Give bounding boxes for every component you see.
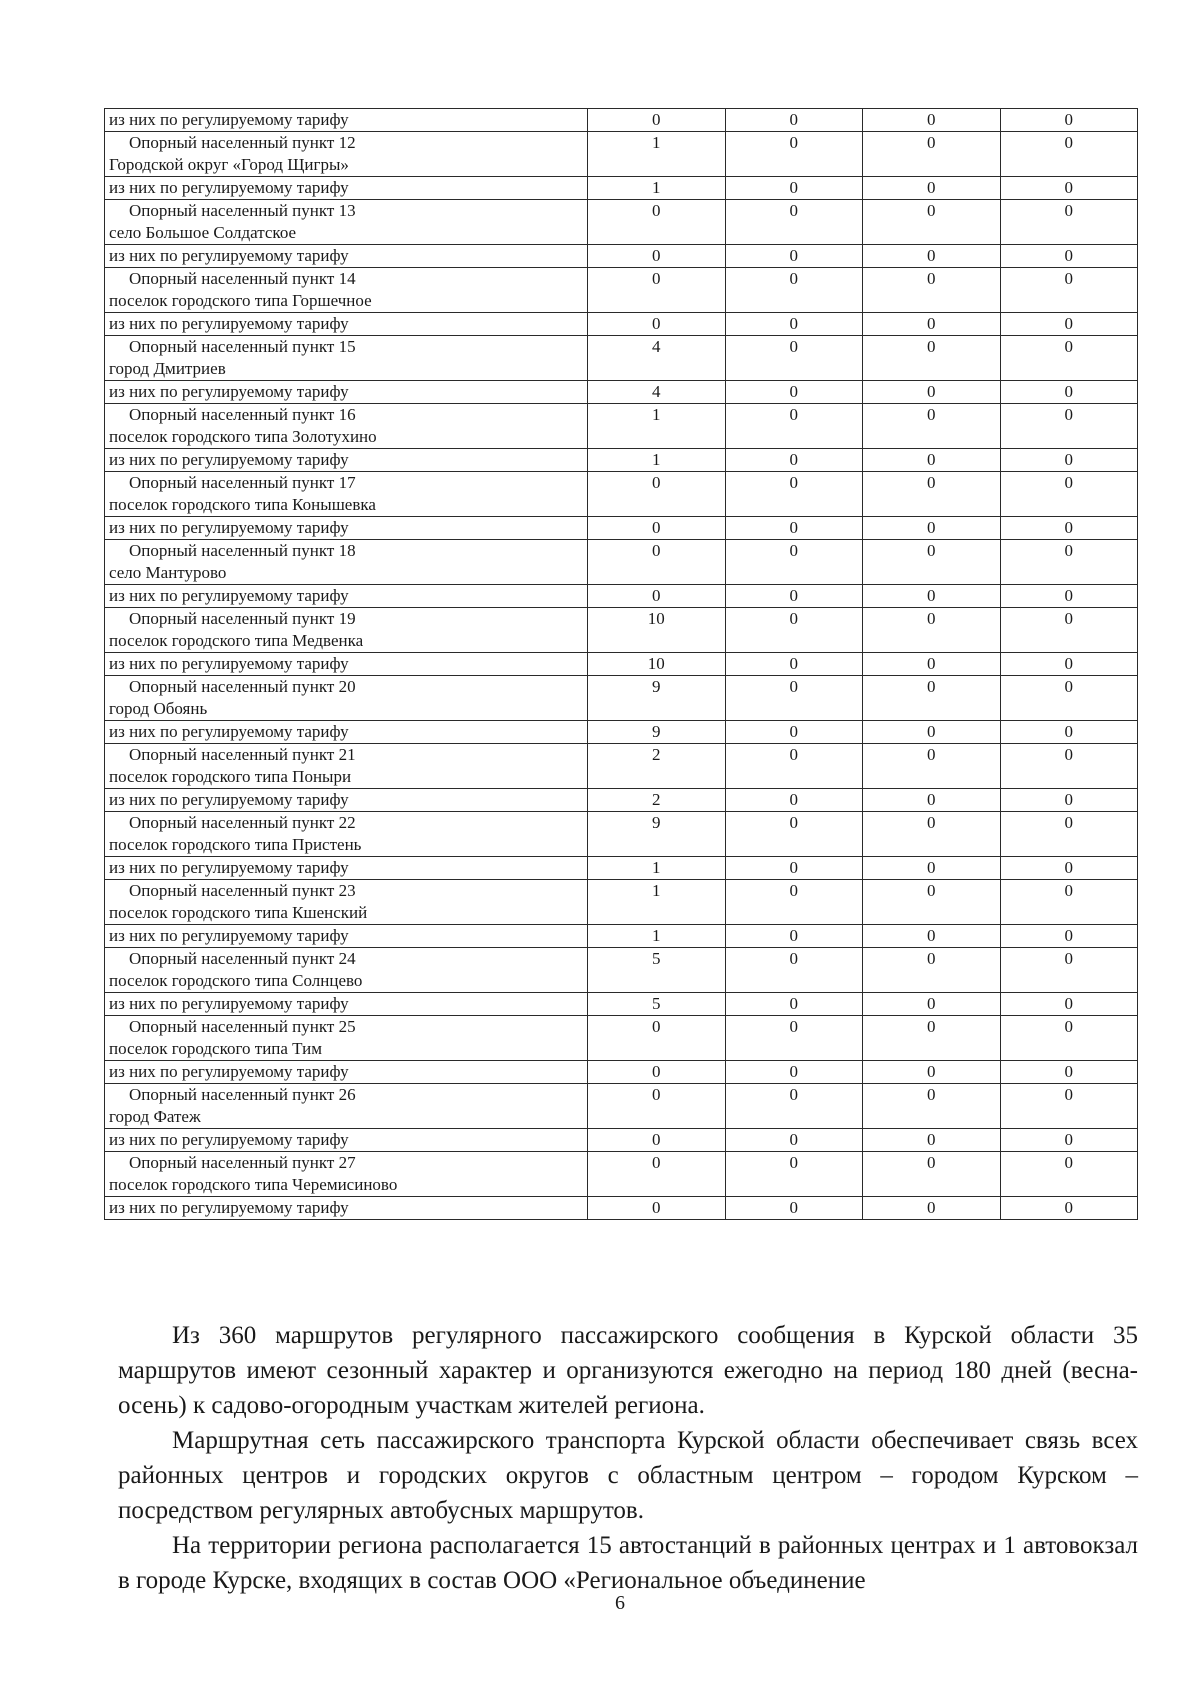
table-row-settlement <box>105 540 1138 585</box>
row-label-cell <box>105 1129 588 1152</box>
value-cell: 0 <box>863 449 1001 472</box>
value-cell: 0 <box>725 721 863 744</box>
row-label-cell <box>105 404 588 449</box>
value-cell: 0 <box>725 653 863 676</box>
settlement-place: поселок городского типа Солнцево <box>109 971 363 990</box>
regulated-tariff-label: из них по регулируемому тарифу <box>109 382 349 401</box>
paragraph: На территории региона располагается 15 автостанций в районных центрах и 1 автовокзал в городе Курске, входящих в состав ООО «Региональное объединение <box>118 1532 1138 1594</box>
row-label-cell <box>105 200 588 245</box>
regulated-tariff-label: из них по регулируемому тарифу <box>109 314 349 333</box>
row-label-cell <box>105 812 588 857</box>
value-cell: 0 <box>863 1152 1001 1197</box>
settlement-place: поселок городского типа Конышевка <box>109 495 376 514</box>
table-row-settlement <box>105 268 1138 313</box>
value-cell: 0 <box>725 245 863 268</box>
value-cell: 0 <box>1000 268 1138 313</box>
settlement-label: Опорный населенный пункт 26 <box>129 1085 356 1104</box>
regulated-tariff-label: из них по регулируемому тарифу <box>109 1062 349 1081</box>
settlement-label: Опорный населенный пункт 15 <box>129 337 356 356</box>
value-cell: 0 <box>863 381 1001 404</box>
settlement-place: поселок городского типа Кшенский <box>109 903 368 922</box>
value-cell: 0 <box>725 313 863 336</box>
value-cell: 1 <box>588 177 726 200</box>
settlement-label: Опорный населенный пункт 24 <box>129 949 356 968</box>
value-cell: 0 <box>863 517 1001 540</box>
row-label-cell <box>105 608 588 653</box>
table-row-regulated-tariff <box>105 925 1138 948</box>
value-cell: 0 <box>863 812 1001 857</box>
table-row-settlement <box>105 1016 1138 1061</box>
value-cell: 0 <box>725 608 863 653</box>
value-cell: 0 <box>863 993 1001 1016</box>
value-cell: 0 <box>1000 313 1138 336</box>
value-cell: 0 <box>588 1197 726 1220</box>
settlement-label: Опорный населенный пункт 27 <box>129 1153 356 1172</box>
value-cell: 0 <box>863 608 1001 653</box>
regulated-tariff-label: из них по регулируемому тарифу <box>109 1130 349 1149</box>
value-cell: 0 <box>725 857 863 880</box>
settlement-label: Опорный населенный пункт 18 <box>129 541 356 560</box>
settlement-label: Опорный населенный пункт 16 <box>129 405 356 424</box>
value-cell: 0 <box>1000 993 1138 1016</box>
value-cell: 0 <box>1000 1152 1138 1197</box>
value-cell: 5 <box>588 993 726 1016</box>
value-cell: 0 <box>725 1152 863 1197</box>
settlement-label: Опорный населенный пункт 14 <box>129 269 356 288</box>
value-cell: 0 <box>725 132 863 177</box>
value-cell: 4 <box>588 381 726 404</box>
regulated-tariff-label: из них по регулируемому тарифу <box>109 246 349 265</box>
table-row-regulated-tariff <box>105 993 1138 1016</box>
value-cell: 9 <box>588 812 726 857</box>
table-row-regulated-tariff <box>105 517 1138 540</box>
settlement-place: поселок городского типа Поныри <box>109 767 352 786</box>
regulated-tariff-label: из них по регулируемому тарифу <box>109 858 349 877</box>
value-cell: 0 <box>725 540 863 585</box>
value-cell: 0 <box>588 1152 726 1197</box>
value-cell: 0 <box>1000 608 1138 653</box>
value-cell: 0 <box>1000 449 1138 472</box>
value-cell: 0 <box>725 676 863 721</box>
row-label-cell <box>105 857 588 880</box>
value-cell: 0 <box>588 313 726 336</box>
routes-table-body <box>105 109 1138 1220</box>
value-cell: 0 <box>863 880 1001 925</box>
value-cell: 0 <box>863 857 1001 880</box>
value-cell: 0 <box>863 1016 1001 1061</box>
value-cell: 0 <box>1000 245 1138 268</box>
value-cell: 0 <box>1000 857 1138 880</box>
table-row-settlement <box>105 676 1138 721</box>
value-cell: 0 <box>588 268 726 313</box>
value-cell: 0 <box>1000 1084 1138 1129</box>
table-row-regulated-tariff <box>105 653 1138 676</box>
value-cell: 0 <box>863 721 1001 744</box>
regulated-tariff-label: из них по регулируемому тарифу <box>109 110 349 129</box>
value-cell: 0 <box>725 880 863 925</box>
row-label-cell <box>105 177 588 200</box>
regulated-tariff-label: из них по регулируемому тарифу <box>109 586 349 605</box>
value-cell: 2 <box>588 789 726 812</box>
table-row-settlement <box>105 812 1138 857</box>
row-label-cell <box>105 585 588 608</box>
table-row-settlement <box>105 132 1138 177</box>
row-label-cell <box>105 993 588 1016</box>
table-row-regulated-tariff <box>105 789 1138 812</box>
value-cell: 0 <box>588 1061 726 1084</box>
value-cell: 0 <box>588 200 726 245</box>
value-cell: 0 <box>725 744 863 789</box>
value-cell: 0 <box>1000 517 1138 540</box>
table-row-regulated-tariff <box>105 1197 1138 1220</box>
row-label-cell <box>105 1084 588 1129</box>
table-row-regulated-tariff <box>105 449 1138 472</box>
value-cell: 0 <box>1000 744 1138 789</box>
value-cell: 0 <box>588 1084 726 1129</box>
table-row-settlement <box>105 1084 1138 1129</box>
value-cell: 10 <box>588 608 726 653</box>
row-label-cell <box>105 109 588 132</box>
value-cell: 0 <box>863 948 1001 993</box>
row-label-cell <box>105 472 588 517</box>
value-cell: 0 <box>863 313 1001 336</box>
value-cell: 0 <box>588 472 726 517</box>
table-row-regulated-tariff <box>105 245 1138 268</box>
value-cell: 0 <box>725 200 863 245</box>
row-label-cell <box>105 336 588 381</box>
value-cell: 5 <box>588 948 726 993</box>
table-row-settlement <box>105 472 1138 517</box>
table-row-settlement <box>105 200 1138 245</box>
settlement-place: поселок городского типа Золотухино <box>109 427 377 446</box>
value-cell: 1 <box>588 857 726 880</box>
value-cell: 0 <box>863 268 1001 313</box>
value-cell: 0 <box>588 1129 726 1152</box>
value-cell: 0 <box>863 1084 1001 1129</box>
value-cell: 0 <box>725 268 863 313</box>
value-cell: 0 <box>725 1129 863 1152</box>
settlement-place: поселок городского типа Медвенка <box>109 631 364 650</box>
value-cell: 0 <box>725 948 863 993</box>
value-cell: 0 <box>863 132 1001 177</box>
settlement-place: Городской округ «Город Щигры» <box>109 155 349 174</box>
table-row-regulated-tariff <box>105 585 1138 608</box>
value-cell: 0 <box>725 336 863 381</box>
value-cell: 0 <box>725 1084 863 1129</box>
settlement-label: Опорный населенный пункт 25 <box>129 1017 356 1036</box>
value-cell: 0 <box>588 585 726 608</box>
value-cell: 0 <box>1000 132 1138 177</box>
value-cell: 0 <box>1000 404 1138 449</box>
settlement-label: Опорный населенный пункт 21 <box>129 745 356 764</box>
table-row-regulated-tariff <box>105 857 1138 880</box>
value-cell: 0 <box>1000 1016 1138 1061</box>
value-cell: 0 <box>863 404 1001 449</box>
settlement-place: село Большое Солдатское <box>109 223 297 242</box>
value-cell: 0 <box>1000 925 1138 948</box>
row-label-cell <box>105 449 588 472</box>
value-cell: 0 <box>863 585 1001 608</box>
value-cell: 0 <box>1000 585 1138 608</box>
value-cell: 0 <box>588 1016 726 1061</box>
settlement-label: Опорный населенный пункт 19 <box>129 609 356 628</box>
value-cell: 0 <box>588 109 726 132</box>
value-cell: 0 <box>725 109 863 132</box>
settlement-place: поселок городского типа Тим <box>109 1039 322 1058</box>
value-cell: 0 <box>863 177 1001 200</box>
value-cell: 1 <box>588 449 726 472</box>
value-cell: 0 <box>863 653 1001 676</box>
value-cell: 0 <box>725 993 863 1016</box>
value-cell: 0 <box>725 449 863 472</box>
value-cell: 0 <box>863 540 1001 585</box>
table-row-settlement <box>105 608 1138 653</box>
settlement-place: город Обоянь <box>109 699 208 718</box>
value-cell: 0 <box>863 336 1001 381</box>
table-row-settlement <box>105 744 1138 789</box>
value-cell: 0 <box>1000 177 1138 200</box>
value-cell: 0 <box>725 812 863 857</box>
row-label-cell <box>105 721 588 744</box>
value-cell: 0 <box>863 109 1001 132</box>
value-cell: 1 <box>588 132 726 177</box>
table-row-regulated-tariff <box>105 1129 1138 1152</box>
table-row-regulated-tariff <box>105 1061 1138 1084</box>
row-label-cell <box>105 880 588 925</box>
regulated-tariff-label: из них по регулируемому тарифу <box>109 722 349 741</box>
table-row-settlement <box>105 1152 1138 1197</box>
value-cell: 9 <box>588 676 726 721</box>
row-label-cell <box>105 653 588 676</box>
value-cell: 0 <box>863 200 1001 245</box>
settlement-label: Опорный населенный пункт 22 <box>129 813 356 832</box>
settlement-label: Опорный населенный пункт 23 <box>129 881 356 900</box>
table-row-settlement <box>105 948 1138 993</box>
value-cell: 0 <box>863 1129 1001 1152</box>
row-label-cell <box>105 268 588 313</box>
value-cell: 0 <box>725 517 863 540</box>
settlement-label: Опорный населенный пункт 20 <box>129 677 356 696</box>
value-cell: 0 <box>863 925 1001 948</box>
regulated-tariff-label: из них по регулируемому тарифу <box>109 1198 349 1217</box>
value-cell: 2 <box>588 744 726 789</box>
value-cell: 0 <box>725 1197 863 1220</box>
row-label-cell <box>105 925 588 948</box>
row-label-cell <box>105 132 588 177</box>
regulated-tariff-label: из них по регулируемому тарифу <box>109 654 349 673</box>
value-cell: 0 <box>1000 472 1138 517</box>
value-cell: 0 <box>1000 381 1138 404</box>
value-cell: 0 <box>1000 948 1138 993</box>
value-cell: 0 <box>1000 653 1138 676</box>
value-cell: 10 <box>588 653 726 676</box>
value-cell: 0 <box>725 177 863 200</box>
value-cell: 4 <box>588 336 726 381</box>
regulated-tariff-label: из них по регулируемому тарифу <box>109 994 349 1013</box>
settlement-place: город Фатеж <box>109 1107 201 1126</box>
regulated-tariff-label: из них по регулируемому тарифу <box>109 518 349 537</box>
value-cell: 0 <box>1000 721 1138 744</box>
table-row-settlement <box>105 336 1138 381</box>
regulated-tariff-label: из них по регулируемому тарифу <box>109 790 349 809</box>
regulated-tariff-label: из них по регулируемому тарифу <box>109 178 349 197</box>
value-cell: 0 <box>588 245 726 268</box>
value-cell: 0 <box>725 925 863 948</box>
value-cell: 0 <box>863 245 1001 268</box>
value-cell: 1 <box>588 880 726 925</box>
settlement-place: село Мантурово <box>109 563 227 582</box>
row-label-cell <box>105 381 588 404</box>
row-label-cell <box>105 540 588 585</box>
page-number: 6 <box>615 1592 625 1614</box>
table-row-regulated-tariff <box>105 109 1138 132</box>
settlement-label: Опорный населенный пункт 17 <box>129 473 356 492</box>
settlement-place: город Дмитриев <box>109 359 226 378</box>
value-cell: 0 <box>588 517 726 540</box>
settlement-place: поселок городского типа Черемисиново <box>109 1175 398 1194</box>
row-label-cell <box>105 676 588 721</box>
value-cell: 9 <box>588 721 726 744</box>
value-cell: 0 <box>1000 200 1138 245</box>
table-row-regulated-tariff <box>105 721 1138 744</box>
value-cell: 0 <box>1000 789 1138 812</box>
row-label-cell <box>105 1061 588 1084</box>
row-label-cell <box>105 517 588 540</box>
row-label-cell <box>105 1016 588 1061</box>
value-cell: 0 <box>1000 1129 1138 1152</box>
row-label-cell <box>105 245 588 268</box>
row-label-cell <box>105 1152 588 1197</box>
table-row-settlement <box>105 880 1138 925</box>
table-row-regulated-tariff <box>105 381 1138 404</box>
settlement-place: поселок городского типа Пристень <box>109 835 362 854</box>
table-row-regulated-tariff <box>105 313 1138 336</box>
table-row-regulated-tariff <box>105 177 1138 200</box>
value-cell: 0 <box>863 472 1001 517</box>
value-cell: 1 <box>588 925 726 948</box>
value-cell: 0 <box>1000 336 1138 381</box>
value-cell: 0 <box>725 789 863 812</box>
row-label-cell <box>105 313 588 336</box>
value-cell: 0 <box>725 404 863 449</box>
value-cell: 0 <box>725 1016 863 1061</box>
value-cell: 0 <box>1000 676 1138 721</box>
value-cell: 0 <box>1000 880 1138 925</box>
paragraph: Маршрутная сеть пассажирского транспорта Курской области обеспечивает связь всех районных центров и городских округов с областным центром – городом Курском – посредством регулярных автобусных маршрутов. <box>118 1427 1138 1524</box>
value-cell: 0 <box>725 472 863 517</box>
value-cell: 0 <box>863 676 1001 721</box>
row-label-cell <box>105 1197 588 1220</box>
row-label-cell <box>105 744 588 789</box>
regulated-tariff-label: из них по регулируемому тарифу <box>109 926 349 945</box>
value-cell: 1 <box>588 404 726 449</box>
routes-table <box>104 108 1138 1220</box>
value-cell: 0 <box>1000 1197 1138 1220</box>
value-cell: 0 <box>725 1061 863 1084</box>
settlement-place: поселок городского типа Горшечное <box>109 291 372 310</box>
value-cell: 0 <box>863 1197 1001 1220</box>
row-label-cell <box>105 948 588 993</box>
value-cell: 0 <box>588 540 726 585</box>
value-cell: 0 <box>863 789 1001 812</box>
value-cell: 0 <box>1000 812 1138 857</box>
table-row-settlement <box>105 404 1138 449</box>
value-cell: 0 <box>863 1061 1001 1084</box>
value-cell: 0 <box>725 585 863 608</box>
value-cell: 0 <box>1000 1061 1138 1084</box>
value-cell: 0 <box>863 744 1001 789</box>
regulated-tariff-label: из них по регулируемому тарифу <box>109 450 349 469</box>
value-cell: 0 <box>1000 540 1138 585</box>
paragraph: Из 360 маршрутов регулярного пассажирского сообщения в Курской области 35 маршрутов имеют сезонный характер и организуются ежегодно на период 180 дней (весна-осень) к садово-огородным участкам жителей региона. <box>118 1322 1138 1419</box>
body-text <box>118 1318 1138 1598</box>
value-cell: 0 <box>1000 109 1138 132</box>
row-label-cell <box>105 789 588 812</box>
settlement-label: Опорный населенный пункт 12 <box>129 133 356 152</box>
value-cell: 0 <box>725 381 863 404</box>
settlement-label: Опорный населенный пункт 13 <box>129 201 356 220</box>
